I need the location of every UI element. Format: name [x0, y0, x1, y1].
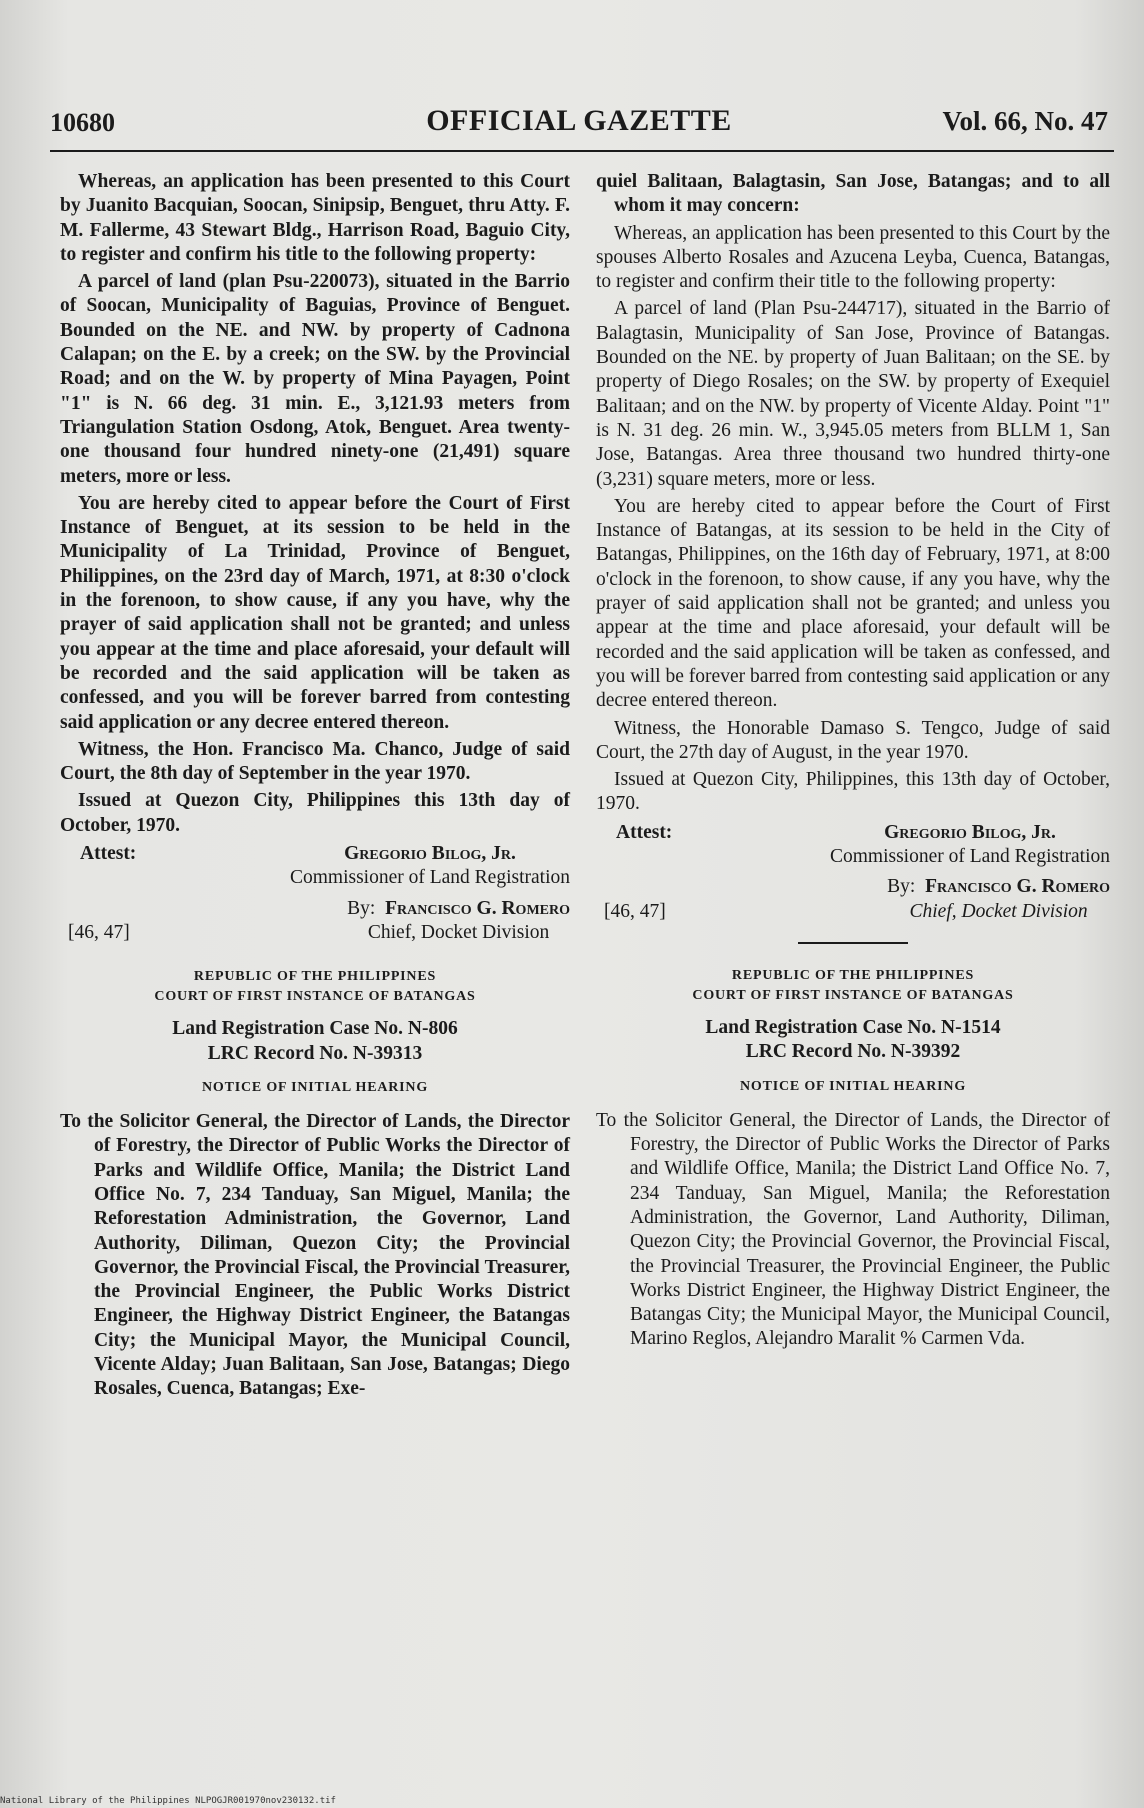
by-name: Francisco G. Romero	[925, 876, 1110, 898]
notice-heading	[596, 966, 1110, 1006]
by-label: By:	[347, 897, 376, 919]
notice-title: NOTICE OF INITIAL HEARING	[201, 1079, 429, 1095]
addressee-paragraph: To the Solicitor General, the Director of Lands, the Director of Forestry, the Director of Public Works the Director of Parks and Wildlife Office, Manila; the District Land Office No. 7, 234 Tanduay, San Miguel, Manila; the Reforestation Administration, the Governor, Land Authority, Diliman, Quezon City; the Provincial Governor, the Provincial Fiscal, the Provincial Treasurer, the Provincial Engineer, the Public Works District Engineer, the Highway District Engineer, the Batangas City; the Municipal Mayor, the Municipal Council, Marino Reglos, Alejandro Maralit % Carmen Vda.	[596, 1109, 1110, 1350]
signatory	[830, 821, 1110, 870]
by-signatory	[887, 875, 1110, 924]
volume-number: Vol. 66, No. 47	[942, 106, 1108, 136]
issue-reference: [46, 47]	[68, 921, 130, 943]
citation-paragraph: You are hereby cited to appear before the Court of First Instance of Benguet, at its session to be held in the Municipality of La Trinidad, Province of Benguet, Philippines, on the 23rd day of March, 1971, at 8:30 o'clock in the forenoon, to show cause, if any you have, why the prayer of said application shall not be granted; and unless you appear at the time and place aforesaid, your default will be recorded and the said application will be taken as confessed, and you will be forever barred from contesting said application or any decree entered thereon.	[60, 492, 570, 733]
by-title: Chief, Docket Division	[367, 921, 550, 943]
notice-heading	[60, 967, 570, 1007]
left-column	[60, 170, 570, 1406]
court-line: COURT OF FIRST INSTANCE OF BATANGAS	[154, 989, 476, 1005]
attest-label: Attest:	[616, 821, 673, 843]
by-title: Chief, Docket Division	[909, 900, 1088, 922]
signatory-name: Gregorio Bilog, Jr.	[884, 821, 1056, 843]
signatory-name: Gregorio Bilog, Jr.	[344, 843, 516, 865]
addressee-continuation: quiel Balitaan, Balagtasin, San Jose, Batangas; and to all whom it may concern:	[596, 171, 1110, 217]
court-line: COURT OF FIRST INSTANCE OF BATANGAS	[692, 987, 1014, 1003]
page-number: 10680	[50, 108, 115, 137]
addressee-paragraph: To the Solicitor General, the Director of Lands, the Director of Forestry, the Director of Public Works the Director of Parks and Wildlife Office, Manila; the District Land Office No. 7, 234 Tanduay, San Miguel, Manila; the Reforestation Administration, the Governor, Land Authority, Diliman, Quezon City; the Provincial Governor, the Provincial Fiscal, the Provincial Treasurer, the Provincial Engineer, the Public Works District Engineer, the Highway District Engineer, the Batangas City; the Municipal Mayor, the Municipal Council, Vicente Alday; Juan Balitaan, San Jose, Batangas; Diego Rosales, Cuenca, Batangas; Exe-	[60, 1111, 570, 1400]
right-column	[596, 170, 1110, 1356]
scan-footer: National Library of the Philippines NLPOGJR001970nov230132.tif	[0, 1796, 336, 1806]
whereas-paragraph: Whereas, an application has been presented to this Court by Juanito Bacquian, Soocan, Sinipsip, Benguet, thru Atty. F. M. Fallerme, 43 Stewart Bldg., Harrison Road, Baguio City, to register and confirm his title to the following property:	[60, 171, 570, 265]
by-name: Francisco G. Romero	[385, 897, 570, 919]
property-description: A parcel of land (Plan Psu-244717), situated in the Barrio of Balagtasin, Municipality of San Jose, Province of Batangas. Bounded on the NE. by property of Juan Balitaan; on the SE. by property of Diego Rosales; on the SW. by property of Exequiel Balitaan; and on the NW. by property of Vicente Alday. Point "1" is N. 31 deg. 26 min. W., 3,945.05 meters from BLLM 1, San Jose, Batangas. Area three thousand two hundred thirty-one (3,231) square meters, more or less.	[596, 298, 1110, 490]
lrc-record-number: LRC Record No. N-39313	[207, 1042, 423, 1064]
signatory	[290, 842, 570, 891]
case-heading	[60, 1017, 570, 1066]
issue-reference: [46, 47]	[604, 900, 666, 922]
witness-paragraph: Witness, the Hon. Francisco Ma. Chanco, Judge of said Court, the 8th day of September in the year 1970.	[60, 738, 570, 785]
property-description: A parcel of land (plan Psu-220073), situated in the Barrio of Soocan, Municipality of Baguias, Province of Benguet. Bounded on the NE. and NW. by property of Cadnona Calapan; on the E. by a creek; on the SW. by the Provincial Road; and on the W. by property of Mina Payagen, Point "1" is N. 66 deg. 31 min. E., 3,121.93 meters from Triangulation Station Osdong, Atok, Benguet. Area twenty-one thousand four hundred ninety-one (21,491) square meters, more or less.	[60, 271, 570, 487]
issued-paragraph: Issued at Quezon City, Philippines, this 13th day of October, 1970.	[596, 769, 1110, 815]
by-signatory	[347, 897, 570, 946]
header-rule	[50, 150, 1114, 152]
case-number: Land Registration Case No. N-1514	[705, 1016, 1001, 1038]
lrc-record-number: LRC Record No. N-39392	[745, 1041, 961, 1063]
publication-title: OFFICIAL GAZETTE	[426, 104, 732, 137]
case-heading	[596, 1016, 1110, 1065]
section-divider	[798, 942, 908, 944]
whereas-paragraph: Whereas, an application has been presented to this Court by the spouses Alberto Rosales and Azucena Leyba, Cuenca, Batangas, to register and confirm their title to the following property:	[596, 222, 1110, 293]
by-block	[596, 875, 1110, 924]
attest-label: Attest:	[80, 843, 137, 865]
by-label: By:	[887, 876, 916, 898]
signatory-title: Commissioner of Land Registration	[829, 846, 1110, 868]
citation-paragraph: You are hereby cited to appear before the Court of First Instance of Batangas, at its session to be held in the City of Batangas, Philippines, on the 16th day of February, 1971, at 8:00 o'clock in the forenoon, to show cause, if any you have, why the prayer of said application shall not be granted; and unless you appear at the time and place aforesaid, your default will be recorded and the said application will be taken as confessed, and you will be forever barred from contesting said application or any decree entered thereon.	[596, 495, 1110, 712]
attest-block	[60, 842, 570, 891]
notice-title: NOTICE OF INITIAL HEARING	[739, 1078, 967, 1094]
republic-line: REPUBLIC OF THE PHILIPPINES	[193, 969, 437, 985]
republic-line: REPUBLIC OF THE PHILIPPINES	[731, 967, 975, 983]
page-header	[50, 104, 1108, 144]
case-number: Land Registration Case No. N-806	[172, 1018, 458, 1040]
issued-paragraph: Issued at Quezon City, Philippines this 13th day of October, 1970.	[60, 790, 570, 836]
attest-block	[596, 821, 1110, 870]
signatory-title: Commissioner of Land Registration	[289, 867, 570, 889]
witness-paragraph: Witness, the Honorable Damaso S. Tengco, Judge of said Court, the 27th day of August, in the year 1970.	[596, 717, 1110, 763]
by-block	[60, 897, 570, 946]
